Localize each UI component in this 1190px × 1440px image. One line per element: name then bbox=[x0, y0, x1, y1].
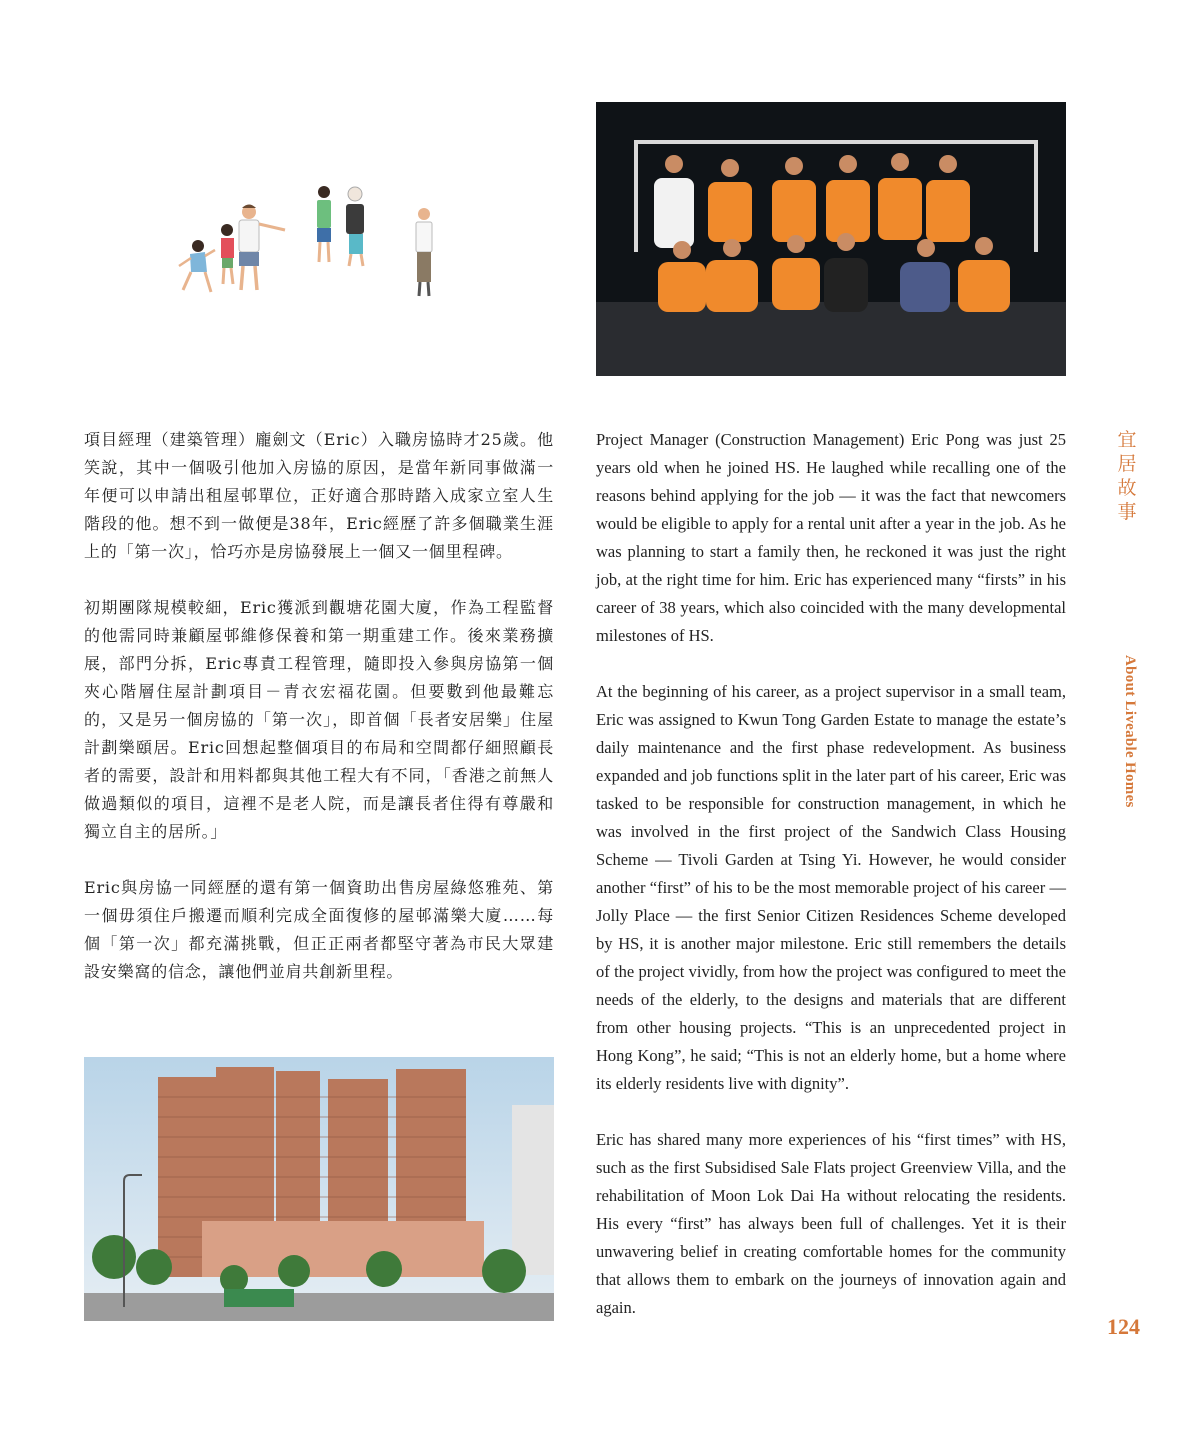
page-number: 124 bbox=[1107, 1314, 1140, 1339]
english-text-column bbox=[596, 426, 1066, 1350]
girl-figure bbox=[179, 240, 215, 292]
father-figure bbox=[239, 205, 285, 291]
worker-figure bbox=[416, 208, 432, 296]
elderly-figure bbox=[346, 187, 364, 266]
english-paragraph: Project Manager (Construction Management) Eric Pong was just 25 years old when he joined HS. He laughed while recalling one of the reasons behind applying for the job — it was the fact that newcomers would be eligible to apply for a rental unit after a year in the job. As he was planning to start a family then, he reckoned it was just the right job, at the right time for him. Eric has experienced many “firsts” in his career of 38 years, which also coincided with the many developmental milestones of HS. bbox=[596, 430, 1066, 645]
chinese-paragraph: Eric與房協一同經歷的還有第一個資助出售房屋綠悠雅苑、第一個毋須住戶搬遷而順利完成全面復修的屋邨滿樂大廈……每個「第一次」都充滿挑戰，但正正兩者都堅守著為市民大眾建設安樂窩的信念，讓他們並肩共創新里程。 bbox=[84, 878, 554, 981]
estate-photo bbox=[84, 1057, 554, 1321]
section-label-english: About Liveable Homes bbox=[1122, 655, 1138, 808]
chinese-paragraph: 項目經理（建築管理）龐劍文（Eric）入職房協時才25歲。他笑說，其中一個吸引他加入房協的原因，是當年新同事做滿一年便可以申請出租屋邨單位，正好適合那時踏入成家立室人生階段的他。想不到一做便是38年，Eric經歷了許多個職業生涯上的「第一次」，恰巧亦是房協發展上一個又一個里程碑。 bbox=[84, 430, 554, 561]
woman-figure bbox=[317, 186, 331, 262]
chinese-text-column bbox=[84, 426, 554, 1014]
team-photo bbox=[596, 102, 1066, 376]
child-figure bbox=[221, 224, 234, 284]
chinese-paragraph: 初期團隊規模較細，Eric獲派到觀塘花園大廈，作為工程監督的他需同時兼顧屋邨維修保養和第一期重建工作。後來業務擴展，部門分拆，Eric專責工程管理，隨即投入參與房協第一個夾心階層住屋計劃項目－青衣宏福花園。但要數到他最難忘的，又是另一個房協的「第一次」，即首個「長者安居樂」住屋計劃樂頤居。Eric回想起整個項目的布局和空間都仔細照顧長者的需要，設計和用料都與其他工程大有不同，「香港之前無人做過類似的項目，這裡不是老人院，而是讓長者住得有尊嚴和獨立自主的居所。」 bbox=[84, 598, 554, 841]
english-paragraph: At the beginning of his career, as a project supervisor in a small team, Eric was assigned to Kwun Tong Garden Estate to manage the estate’s daily maintenance and the first phase redevelopment. As business expanded and job functions split in the later part of his career, Eric was tasked to be responsible for construction management, in which he was involved in the first project of the Sandwich Class Housing Scheme — Tivoli Garden at Tsing Yi. However, he would consider another “first” of his to be the most memorable project of his career — Jolly Place — the first Senior Citizen Residences Scheme developed by HS, it is another major milestone. Eric still remembers the details of the project vividly, from how the project was configured to meet the needs of the elderly, to the designs and materials that are different from other housing projects. “This is an unprecedented project in Hong Kong”, he said; “This is not an elderly home, but a home where its elderly residents live with dignity”. bbox=[596, 682, 1066, 1093]
english-paragraph: Eric has shared many more experiences of his “first times” with HS, such as the first Subsidised Sale Flats project Greenview Villa, and the rehabilitation of Moon Lok Dai Ha without relocating the residents. His every “first” has always been full of challenges. Yet it is their unwavering belief in creating comfortable homes for the community that allows them to embark on the journeys of innovation again and again. bbox=[596, 1130, 1066, 1317]
family-illustration bbox=[165, 180, 455, 305]
section-label-chinese: 宜居故事 bbox=[1117, 429, 1137, 523]
